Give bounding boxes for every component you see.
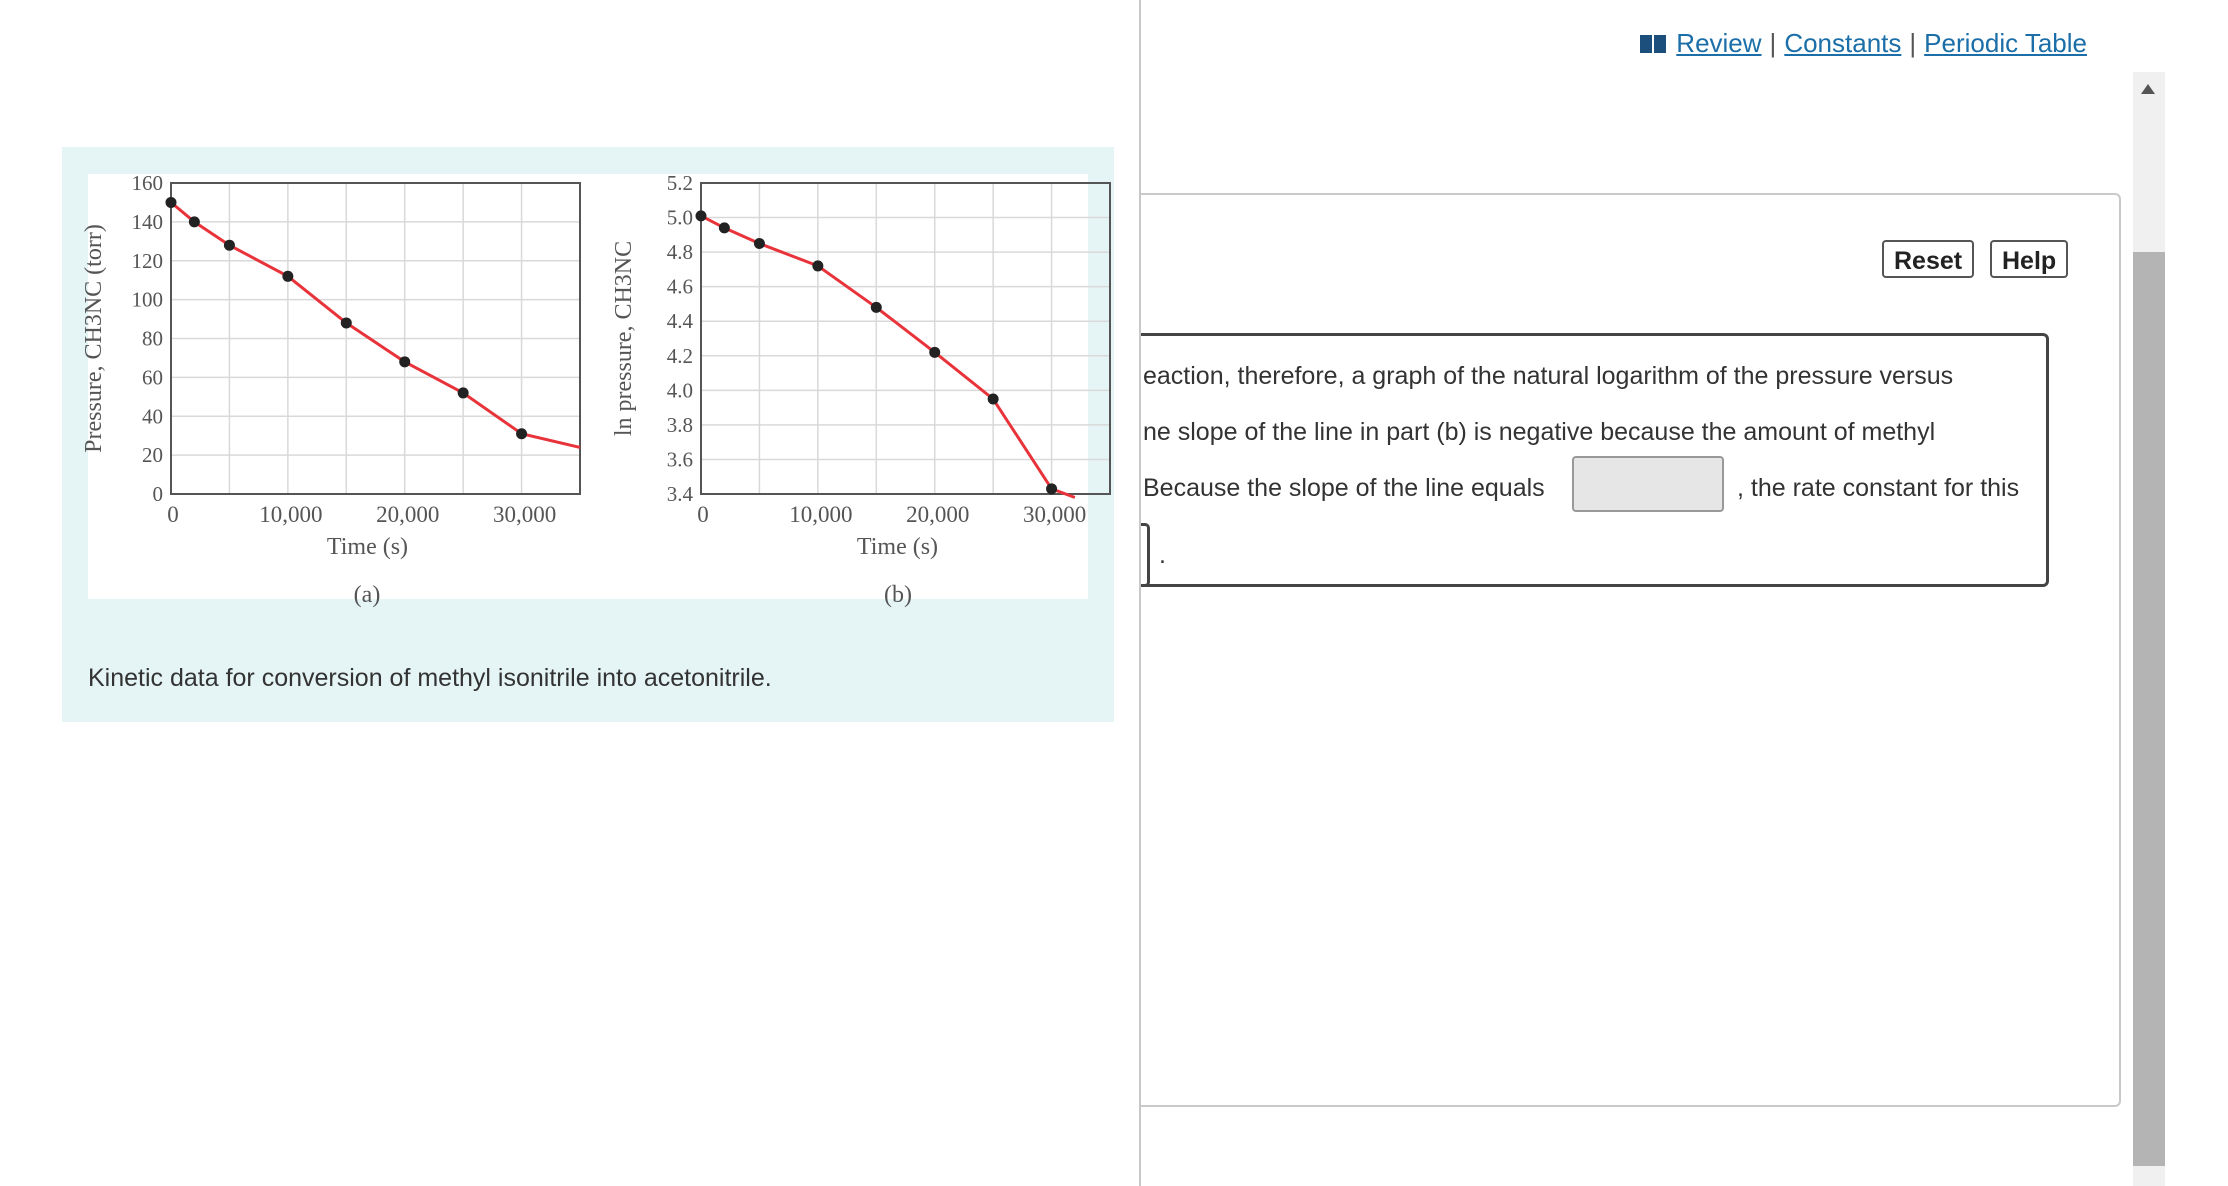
resource-links — [1640, 28, 2087, 59]
x-tick-label: 0 — [167, 502, 179, 527]
y-tick-label: 5.2 — [666, 171, 693, 195]
y-tick-label: 4.2 — [666, 343, 693, 368]
slope-blank-input[interactable] — [1572, 456, 1724, 512]
kinetic-data-figure — [81, 171, 1088, 608]
y-tick-label: 3.4 — [666, 482, 693, 506]
panel-label: (b) — [884, 582, 912, 608]
y-axis-label: Pressure, CH3NC (torr) — [81, 224, 107, 453]
data-point — [189, 216, 200, 227]
data-point — [166, 197, 177, 208]
x-tick-label: 20,000 — [906, 502, 970, 527]
rate-constant-blank-input[interactable] — [1141, 523, 1150, 587]
y-tick-label: 3.6 — [666, 447, 693, 472]
data-point — [929, 347, 940, 358]
data-point — [696, 210, 707, 221]
y-tick-label: 40 — [142, 404, 163, 429]
data-point — [871, 302, 882, 313]
data-point — [812, 260, 823, 271]
y-tick-label: 160 — [131, 171, 163, 195]
y-tick-label: 140 — [131, 209, 163, 234]
reset-button[interactable]: Reset — [1882, 240, 1974, 278]
link-separator: | — [1909, 28, 1917, 58]
data-point — [224, 240, 235, 251]
link-separator: | — [1769, 28, 1777, 58]
data-curve — [701, 216, 1075, 498]
data-point — [1046, 483, 1057, 494]
y-tick-label: 0 — [152, 482, 163, 506]
x-tick-label: 20,000 — [376, 502, 440, 527]
y-tick-label: 4.0 — [666, 378, 693, 403]
data-curve — [171, 202, 580, 447]
y-tick-label: 100 — [131, 287, 163, 312]
data-point — [282, 271, 293, 282]
data-point — [516, 428, 527, 439]
kinetic-charts — [81, 171, 1088, 608]
x-tick-label: 10,000 — [259, 502, 323, 527]
answer-text-line: eaction, therefore, a graph of the natural logarithm of the pressure versus — [1143, 362, 1954, 390]
x-tick-label: 30,000 — [492, 502, 557, 527]
answer-text-line: , the rate constant for this — [1737, 474, 2020, 502]
y-tick-label: 60 — [142, 365, 163, 390]
periodic-table-link[interactable]: Periodic Table — [1924, 28, 2087, 58]
book-icon — [1640, 35, 1666, 53]
panel-label: (a) — [353, 582, 381, 608]
question-part-panel — [1141, 193, 2121, 1107]
figure-box — [62, 147, 1114, 722]
y-tick-label: 20 — [142, 443, 163, 468]
y-tick-label: 80 — [142, 326, 163, 351]
x-tick-label: 30,000 — [1022, 502, 1087, 527]
y-tick-label: 4.4 — [666, 309, 693, 334]
help-button[interactable]: Help — [1990, 240, 2068, 278]
x-tick-label: 10,000 — [789, 502, 853, 527]
figure-caption: Kinetic data for conversion of methyl isonitrile into acetonitrile. — [88, 664, 772, 692]
data-point — [719, 222, 730, 233]
y-axis-label: ln pressure, CH3NC — [611, 240, 637, 437]
y-tick-label: 4.6 — [666, 274, 693, 299]
data-point — [754, 238, 765, 249]
x-axis-label: Time (s) — [326, 534, 409, 560]
scroll-up-arrow-icon[interactable] — [2141, 84, 2155, 94]
x-tick-label: 0 — [697, 502, 709, 527]
x-axis-label: Time (s) — [856, 534, 939, 560]
data-point — [399, 356, 410, 367]
period-text: . — [1159, 541, 1166, 569]
data-point — [341, 317, 352, 328]
plot-frame — [701, 183, 1110, 494]
y-tick-label: 5.0 — [666, 205, 693, 230]
review-link[interactable]: Review — [1676, 28, 1762, 58]
y-tick-label: 4.8 — [666, 240, 693, 265]
scrollbar-thumb[interactable] — [2133, 252, 2165, 1166]
data-point — [988, 393, 999, 404]
answer-box — [1141, 333, 2049, 587]
constants-link[interactable]: Constants — [1784, 28, 1902, 58]
vertical-scrollbar[interactable] — [2133, 72, 2165, 1186]
data-point — [458, 387, 469, 398]
answer-text-line: ne slope of the line in part (b) is negative because the amount of methyl — [1143, 418, 1936, 446]
y-tick-label: 3.8 — [666, 412, 693, 437]
y-tick-label: 120 — [131, 248, 163, 273]
answer-text-line: Because the slope of the line equals — [1143, 474, 1545, 502]
